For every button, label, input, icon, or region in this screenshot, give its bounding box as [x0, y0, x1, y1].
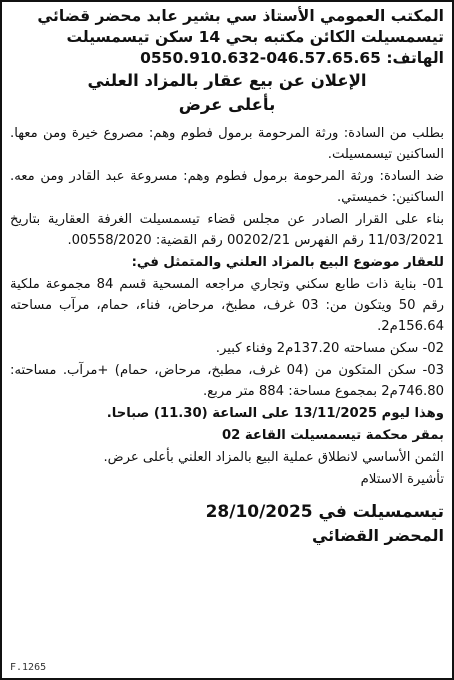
bailiff-office: المحضر القضائي	[311, 526, 444, 545]
office-address: تيسمسيلت الكائن مكتبه بحي 14 سكن تيسمسيلت	[66, 28, 444, 46]
phone-numbers: 046.57.65.65-0550.910.632	[140, 49, 381, 67]
notice-subtitle: بأعلى عرض	[178, 95, 276, 114]
property-item-2: 02- سكن مساحته 137.20م2 وفناء كبير.	[215, 341, 444, 356]
ruling-paragraph: بناء على القرار الصادر عن مجلس قضاء تيسمسيلت الغرفة العقارية بتاريخ 11/03/2021 رقم الفهرس 00202/21 رقم القضية: 00558/2020.	[10, 212, 444, 248]
auction-date: وهذا ليوم 13/11/2025 على الساعة (11.30) صباحا.	[106, 406, 444, 421]
property-item-3: 03- سكن المتكون من (04 غرف، مطبخ، مرحاض، حمام) +مرآب. مساحته: 746.80م2 بمجموع مساحة: 884 متر مربع.	[10, 363, 444, 399]
base-price: الثمن الأساسي لانطلاق عملية البيع بالمزاد العلني بأعلى عرض.	[103, 450, 444, 465]
receipt-visa: تأشيرة الاستلام	[360, 472, 444, 487]
plaintiffs-paragraph: بطلب من السادة: ورثة المرحومة برمول فطوم وهم: مصروع خيرة ومن معها. الساكنين تيسمسيلت.	[10, 126, 444, 162]
defendants-paragraph: ضد السادة: ورثة المرحومة برمول فطوم وهم: مسروعة عبد القادر ومن معه. الساكنين: خميستي.	[10, 169, 444, 205]
property-intro: للعقار موضوع البيع بالمزاد العلني والمتمثل في:	[131, 255, 444, 270]
auction-venue: بمقر محكمة تيسمسيلت القاعة 02	[221, 428, 444, 443]
reference-code: F.1265	[10, 662, 47, 673]
place-date: تيسمسيلت في 28/10/2025	[205, 502, 444, 522]
office-phone	[10, 48, 444, 69]
phone-label: الهاتف:	[386, 49, 444, 67]
property-item-1: 01- بناية ذات طابع سكني وتجاري مراجعه المسحية قسم 84 مجموعة ملكية رقم 50 ويتكون من: 03 غرف، مطبخ، مرحاض، فناء، حمام، مرآب مساحته 156.64م2.	[10, 277, 444, 334]
office-name: المكتب العمومي الأستاذ سي بشير عابد محضر قضائي	[37, 7, 444, 25]
notice-title: الإعلان عن بيع عقار بالمزاد العلني	[87, 71, 367, 90]
